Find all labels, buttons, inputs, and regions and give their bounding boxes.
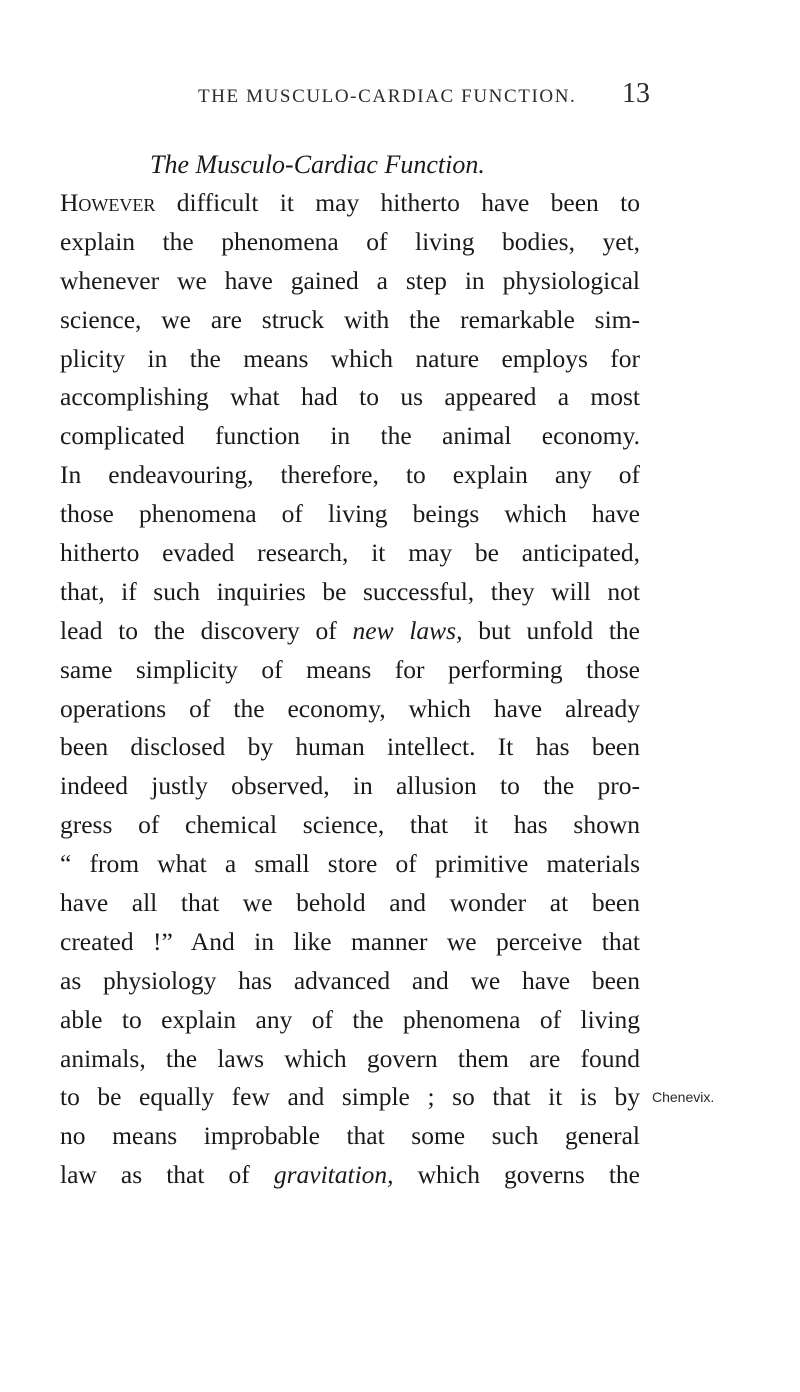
text-line [60, 612, 640, 651]
text-line: as physiology has advanced and we have been [60, 965, 640, 995]
text-line [60, 184, 640, 223]
running-header [0, 78, 800, 118]
text-line: that, if such inquiries be successful, they will not [60, 576, 640, 606]
line-part: but unfold the [462, 615, 640, 645]
emphasis-gravitation: gravitation, [273, 1160, 394, 1190]
text-line: to be equally few and simple ; so that it is by [60, 1082, 640, 1112]
text-line: able to explain any of the phenomena of living [60, 1004, 640, 1034]
line-part: which governs the [393, 1160, 640, 1190]
text-line: same simplicity of means for performing those [60, 654, 640, 684]
text-line: those phenomena of living beings which have [60, 499, 640, 529]
text-line: operations of the economy, which have already [60, 693, 640, 723]
line-part: law as that of [60, 1160, 274, 1190]
text-line: hitherto evaded research, it may be anticipated, [60, 538, 640, 568]
running-title: THE MUSCULO-CARDIAC FUNCTION. [198, 86, 577, 107]
line-part: lead to the discovery of [60, 615, 353, 645]
text-line: created !” And in like manner we perceive that [60, 926, 640, 956]
text-line [60, 1156, 640, 1195]
margin-note: Chenevix. [652, 1089, 715, 1105]
text-line: animals, the laws which govern them are found [60, 1043, 640, 1073]
text-line: complicated function in the animal economy. [60, 421, 640, 451]
text-line: explain the phenomena of living bodies, yet, [60, 226, 640, 256]
text-line: whenever we have gained a step in physiological [60, 265, 640, 295]
text-line: science, we are struck with the remarkable sim- [60, 304, 640, 334]
text-line: have all that we behold and wonder at been [60, 888, 640, 918]
text-line: plicity in the means which nature employs for [60, 343, 640, 373]
text-line: been disclosed by human intellect. It has been [60, 732, 640, 762]
text-line: no means improbable that some such general [60, 1121, 640, 1151]
body-text [60, 184, 640, 1195]
page-number: 13 [622, 78, 650, 109]
text-line: “ from what a small store of primitive materials [60, 849, 640, 879]
text-line: gress of chemical science, that it has shown [60, 810, 640, 840]
section-heading: The Musculo-Cardiac Function. [150, 150, 485, 179]
text-line: indeed justly observed, in allusion to the pro- [60, 771, 640, 801]
first-line-rest: difficult it may hitherto have been to [155, 188, 640, 217]
emphasis-new-laws: new laws, [352, 615, 463, 645]
text-line: accomplishing what had to us appeared a most [60, 382, 640, 412]
text-line: In endeavouring, therefore, to explain any of [60, 460, 640, 490]
opening-word: However [60, 188, 156, 217]
